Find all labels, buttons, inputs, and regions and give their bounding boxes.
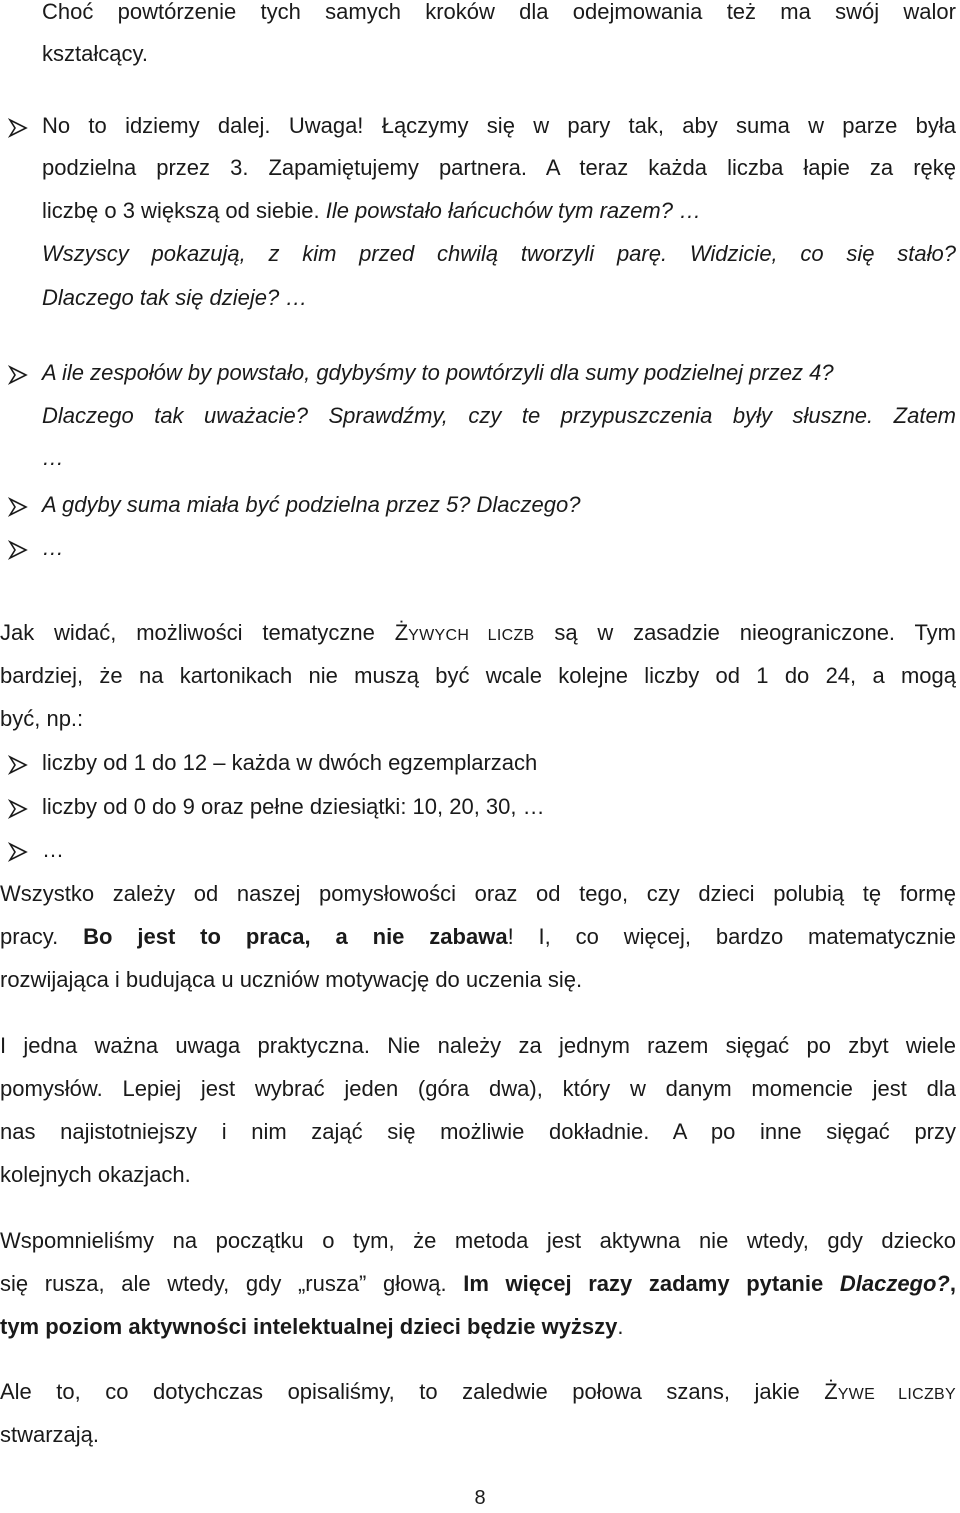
arrowhead-bullet-icon (8, 755, 28, 775)
arrowhead-bullet-icon (8, 540, 28, 560)
text-line: Wspomnieliśmy na początku o tym, że metoda jest aktywna nie wtedy, gdy dziecko (0, 1228, 956, 1253)
text-line: Choć powtórzenie tych samych kroków dla odejmowania też ma swój walor (42, 0, 956, 24)
text-line: No to idziemy dalej. Uwaga! Łączymy się w pary tak, aby suma w parze była (42, 113, 956, 138)
text-line: A ile zespołów by powstało, gdybyśmy to powtórzyli dla sumy podzielnej przez 4? (42, 360, 834, 385)
text-line: kształcący. (42, 41, 148, 66)
text-line: … (42, 837, 64, 862)
text-line: pracy. Bo jest to praca, a nie zabawa! I, co więcej, bardzo matematycznie (0, 924, 956, 949)
text-line: Dlaczego tak się dzieje? … (42, 285, 308, 310)
text-line: Jak widać, możliwości tematyczne ŻYWYCH LICZB są w zasadzie nieograniczone. Tym (0, 620, 957, 645)
text-line: stwarzają. (0, 1422, 100, 1447)
text-line: A gdyby suma miała być podzielna przez 5? Dlaczego? (42, 492, 581, 517)
text-line: być, np.: (0, 706, 84, 731)
text-line: … (42, 535, 64, 560)
text-line: … (42, 445, 64, 470)
text-line: się rusza, ale wtedy, gdy „rusza” głową. Im więcej razy zadamy pytanie Dlaczego?, (0, 1271, 956, 1296)
text-line: podzielna przez 3. Zapamiętujemy partnera. A teraz każda liczba łapie za rękę (42, 155, 956, 180)
text-line: Wszyscy pokazują, z kim przed chwilą tworzyli parę. Widzicie, co się stało? (42, 241, 956, 266)
text-line: liczby od 1 do 12 – każda w dwóch egzemplarzach (42, 750, 538, 775)
text-line: nas najistotniejszy i nim zająć się możliwie dokładnie. A po inne sięgać przy (0, 1119, 956, 1144)
arrowhead-bullet-icon (8, 365, 28, 385)
text-line: Ale to, co dotychczas opisaliśmy, to zaledwie połowa szans, jakie ŻYWE LICZBY (0, 1379, 957, 1404)
text-line: liczbę o 3 większą od siebie. Ile powstało łańcuchów tym razem? … (42, 198, 702, 223)
arrowhead-bullet-icon (8, 799, 28, 819)
text-line: tym poziom aktywności intelektualnej dzieci będzie wyższy. (0, 1314, 624, 1339)
text-line: rozwijająca i budująca u uczniów motywację do uczenia się. (0, 967, 583, 992)
arrowhead-bullet-icon (8, 842, 28, 862)
text-line: bardziej, że na kartonikach nie muszą być wcale kolejne liczby od 1 do 24, a mogą (0, 663, 956, 688)
text-line: pomysłów. Lepiej jest wybrać jeden (góra dwa), który w danym momencie jest dla (0, 1076, 956, 1101)
arrowhead-bullet-icon (8, 118, 28, 138)
arrowhead-bullet-icon (8, 497, 28, 517)
text-line: kolejnych okazjach. (0, 1162, 191, 1187)
page-number: 8 (474, 1487, 486, 1509)
text-line: Dlaczego tak uważacie? Sprawdźmy, czy te przypuszczenia były słuszne. Zatem (42, 403, 956, 428)
text-line: liczby od 0 do 9 oraz pełne dziesiątki: 10, 20, 30, … (42, 794, 545, 819)
text-line: Wszystko zależy od naszej pomysłowości oraz od tego, czy dzieci polubią tę formę (0, 881, 956, 906)
text-line: I jedna ważna uwaga praktyczna. Nie należy za jednym razem sięgać po zbyt wiele (0, 1033, 956, 1058)
